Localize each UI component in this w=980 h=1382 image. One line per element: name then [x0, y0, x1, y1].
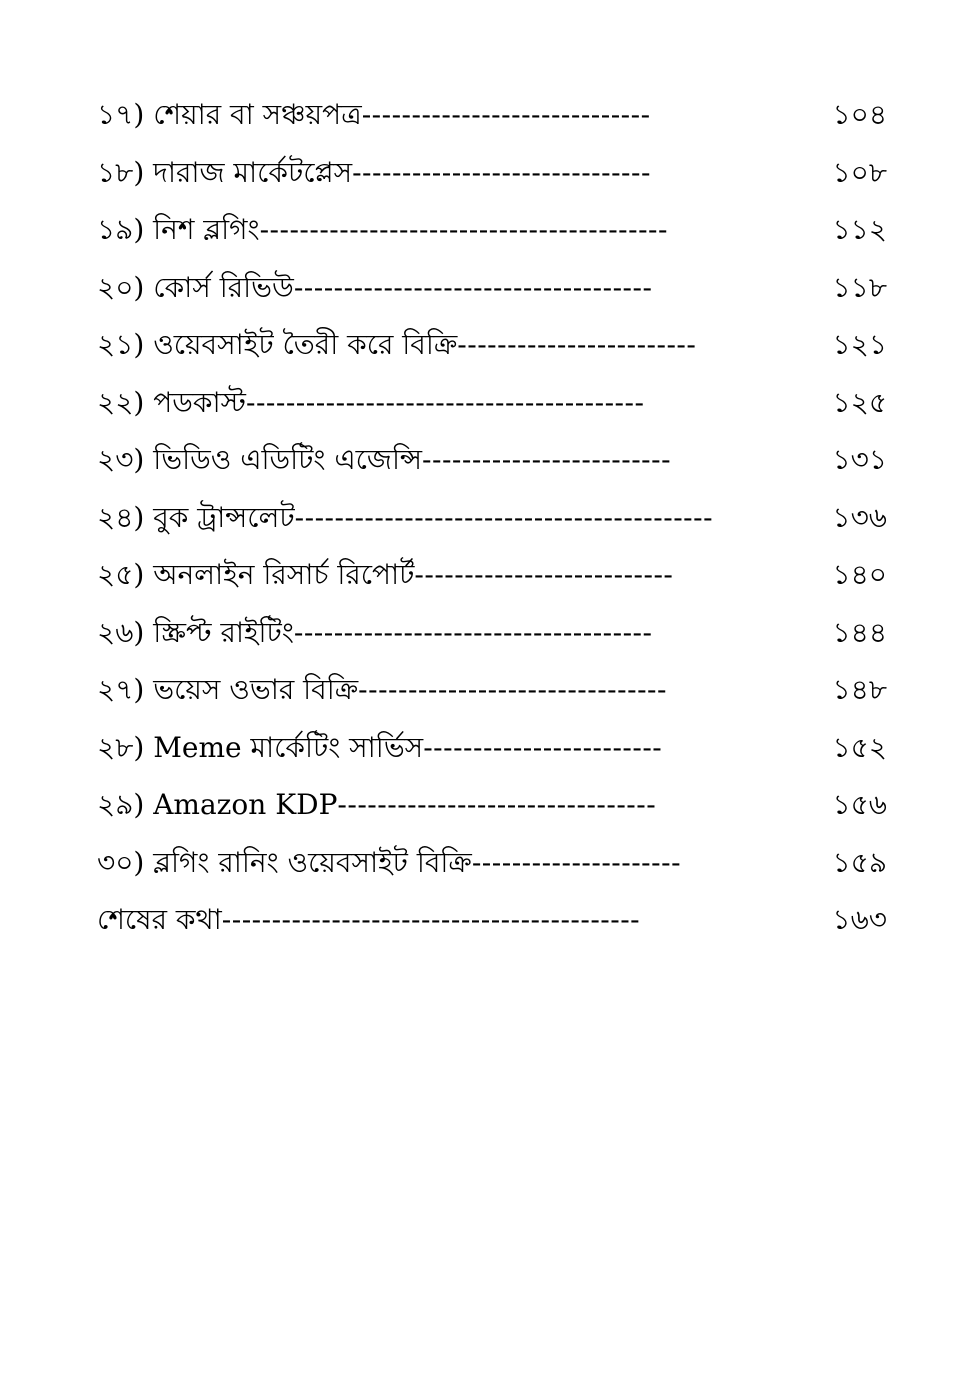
table-of-contents	[97, 95, 887, 958]
toc-entry-title: ১৭) শেয়ার বা সঞ্চয়পত্র	[97, 98, 362, 131]
toc-entry-title: ২৪) বুক ট্রান্সলেট	[97, 500, 295, 534]
toc-entry	[97, 153, 887, 211]
toc-entry	[97, 843, 887, 901]
toc-entry-page: ১২৫	[832, 385, 887, 419]
toc-entry-page: ১২১	[832, 328, 887, 361]
toc-entry-title: ২৯) Amazon KDP	[97, 788, 338, 821]
toc-entry-page: ১১২	[832, 213, 887, 246]
toc-entry-leader: --------------------------	[414, 558, 674, 591]
toc-entry	[97, 785, 887, 843]
toc-entry	[97, 268, 887, 326]
toc-entry-leader: ----------------------------------------	[245, 385, 645, 419]
toc-entry-title: ২৩) ভিডিও এডিটিং এজেন্সি	[97, 443, 423, 476]
toc-entry-leader: -----------------------------------------	[259, 213, 668, 246]
toc-entry-leader: ------------------------------------------	[294, 500, 714, 534]
toc-entry-title: শেষের কথা	[97, 903, 222, 936]
toc-entry-page: ১৫২	[832, 730, 887, 764]
toc-entry-page: ১৬৩	[832, 903, 887, 936]
toc-entry-page: ১৪৮	[832, 673, 887, 706]
toc-entry-title: ২৮) Meme মার্কেটিং সার্ভিস	[97, 730, 424, 764]
toc-entry-leader: ------------------------------------------	[221, 903, 641, 936]
toc-entry-page: ১৩১	[832, 443, 887, 476]
toc-entry-title: ২১) ওয়েবসাইট তৈরী করে বিক্রি	[97, 328, 458, 361]
toc-entry	[97, 498, 887, 556]
toc-entry-page: ১০৪	[832, 98, 887, 131]
toc-entry-page: ১৪৪	[832, 615, 887, 649]
toc-entry-leader: ------------------------------------	[293, 615, 653, 649]
toc-entry	[97, 613, 887, 671]
toc-entry-page: ১৫৯	[832, 845, 887, 879]
toc-entry-page: ১৫৬	[832, 788, 887, 821]
toc-entry	[97, 95, 887, 153]
toc-entry	[97, 728, 887, 786]
toc-entry	[97, 670, 887, 728]
toc-entry-title: ৩০) ব্লগিং রানিং ওয়েবসাইট বিক্রি	[97, 845, 472, 879]
toc-entry-title: ২৬) স্ক্রিপ্ট রাইটিং	[97, 615, 294, 649]
toc-entry-title: ১৯) নিশ ব্লগিং	[97, 213, 260, 246]
toc-entry-page: ১১৮	[832, 270, 887, 304]
toc-entry	[97, 440, 887, 498]
toc-entry	[97, 555, 887, 613]
toc-entry	[97, 383, 887, 441]
toc-entry	[97, 900, 887, 958]
toc-entry-leader: -------------------------	[422, 443, 672, 476]
toc-entry-leader: ------------------------------	[352, 155, 651, 189]
toc-entry-title: ২০) কোর্স রিভিউ	[97, 270, 294, 304]
toc-entry-leader: ------------------------	[423, 730, 663, 764]
toc-entry-leader: ------------------------	[457, 328, 697, 361]
toc-entry-leader: ---------------------	[471, 845, 682, 879]
toc-entry-title: ১৮) দারাজ মার্কেটপ্লেস	[97, 155, 353, 189]
toc-entry-page: ১৪০	[832, 558, 887, 591]
toc-entry-leader: ------------------------------------	[293, 270, 653, 304]
toc-entry-leader: -------------------------------	[358, 673, 667, 706]
toc-entry-leader: --------------------------------	[337, 788, 657, 821]
toc-entry	[97, 325, 887, 383]
toc-entry-title: ২৭) ভয়েস ওভার বিক্রি	[97, 673, 359, 706]
toc-entry-title: ২৫) অনলাইন রিসার্চ রিপোর্ট	[97, 558, 415, 591]
toc-entry-page: ১৩৬	[832, 500, 887, 534]
toc-entry	[97, 210, 887, 268]
toc-entry-title: ২২) পডকাস্ট	[97, 385, 246, 419]
toc-entry-page: ১০৮	[832, 155, 887, 189]
toc-entry-leader: -----------------------------	[361, 98, 651, 131]
